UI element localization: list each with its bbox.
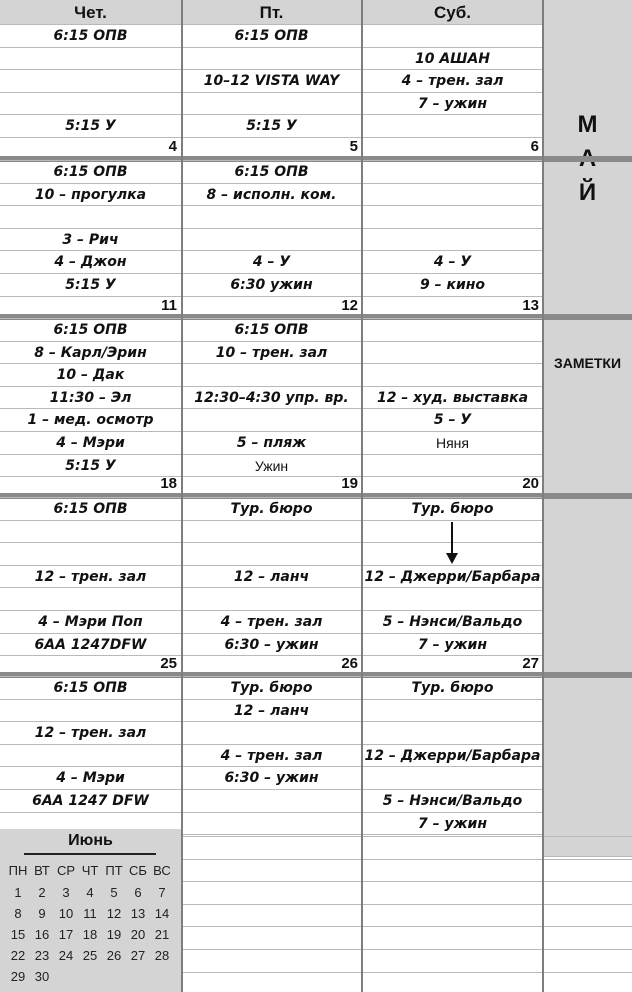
row-divider bbox=[543, 856, 632, 857]
entry-thu[interactable]: 4 – Джон bbox=[54, 254, 127, 270]
column-divider bbox=[542, 0, 544, 992]
entry-sat[interactable]: Тур. бюро bbox=[411, 680, 494, 696]
row-divider bbox=[181, 972, 632, 973]
entry-thu[interactable]: 5:15 У bbox=[65, 277, 116, 293]
entry-sat[interactable]: 7 – ужин bbox=[417, 816, 488, 832]
entry-fri[interactable]: 12 – ланч bbox=[233, 703, 310, 719]
day-number: 13 bbox=[522, 297, 539, 314]
mini-calendar-date: 18 bbox=[82, 927, 98, 942]
mini-calendar-date: 3 bbox=[62, 885, 70, 900]
entry-thu[interactable]: 10 – Дак bbox=[56, 367, 125, 383]
day-number: 6 bbox=[530, 138, 539, 155]
mini-calendar-date: 20 bbox=[130, 927, 146, 942]
entry-sat[interactable]: 12 – Джерри/Барбара bbox=[364, 748, 541, 764]
entry-thu[interactable]: 1 – мед. осмотр bbox=[27, 412, 154, 428]
mini-calendar-date: 25 bbox=[82, 948, 98, 963]
entry-fri[interactable]: 6:15 ОПВ bbox=[234, 28, 309, 44]
entry-thu[interactable]: 5:15 У bbox=[65, 458, 116, 474]
header-thursday: Чет. bbox=[74, 3, 107, 22]
day-number: 12 bbox=[341, 297, 358, 314]
entry-fri[interactable]: 12:30–4:30 упр. вр. bbox=[194, 390, 349, 406]
entry-sat[interactable]: Няня bbox=[435, 435, 469, 451]
entry-sat[interactable]: 7 – ужин bbox=[417, 96, 488, 112]
arrow-down-icon bbox=[446, 553, 458, 564]
entry-thu[interactable]: 5:15 У bbox=[65, 118, 116, 134]
mini-calendar-date: 9 bbox=[38, 906, 46, 921]
row-divider bbox=[181, 926, 632, 927]
entry-sat[interactable]: 5 – Нэнси/Вальдо bbox=[382, 793, 523, 809]
row-divider bbox=[0, 137, 543, 138]
entry-fri[interactable]: 6:15 ОПВ bbox=[234, 164, 309, 180]
month-letter: М bbox=[577, 111, 598, 138]
entry-thu[interactable]: 6:15 ОПВ bbox=[53, 322, 128, 338]
mini-calendar-date: 30 bbox=[34, 969, 50, 984]
mini-calendar-weekday: ПТ bbox=[105, 863, 123, 878]
mini-calendar-weekday: ЧТ bbox=[81, 863, 99, 878]
mini-calendar-date: 11 bbox=[83, 906, 97, 921]
notes-label: ЗАМЕТКИ bbox=[553, 355, 622, 371]
entry-fri[interactable]: 4 – трен. зал bbox=[220, 748, 323, 764]
entry-fri[interactable]: 5 – пляж bbox=[236, 435, 307, 451]
entry-fri[interactable]: Тур. бюро bbox=[230, 501, 313, 517]
continuation-arrow bbox=[451, 522, 453, 556]
mini-calendar-weekday: СБ bbox=[129, 863, 147, 878]
entry-thu[interactable]: 12 – трен. зал bbox=[34, 569, 147, 585]
entry-thu[interactable]: 4 – Мэри bbox=[56, 770, 125, 786]
mini-calendar-date: 23 bbox=[34, 948, 50, 963]
entry-fri[interactable]: Ужин bbox=[254, 458, 289, 474]
mini-calendar-date: 5 bbox=[110, 885, 118, 900]
mini-calendar-date: 14 bbox=[154, 906, 170, 921]
entry-thu[interactable]: 8 – Карл/Эрин bbox=[34, 345, 147, 361]
entry-sat[interactable]: 9 – кино bbox=[419, 277, 486, 293]
entry-thu[interactable]: 4 – Мэри bbox=[56, 435, 125, 451]
entry-sat[interactable]: 4 – У bbox=[433, 254, 472, 270]
entry-sat[interactable]: 10 АШАН bbox=[414, 51, 491, 67]
mini-calendar-date: 22 bbox=[10, 948, 26, 963]
mini-calendar-date: 19 bbox=[106, 927, 122, 942]
entry-sat[interactable]: Тур. бюро bbox=[411, 501, 494, 517]
row-divider bbox=[181, 881, 632, 882]
mini-calendar-date: 15 bbox=[10, 927, 26, 942]
row-divider bbox=[181, 836, 632, 837]
mini-calendar-title: Июнь bbox=[68, 832, 113, 849]
entry-sat[interactable]: 5 – Нэнси/Вальдо bbox=[382, 614, 523, 630]
row-divider bbox=[181, 904, 632, 905]
entry-thu[interactable]: 6:15 ОПВ bbox=[53, 501, 128, 517]
notes-sidebar bbox=[543, 320, 632, 856]
mini-calendar-date: 6 bbox=[134, 885, 142, 900]
month-letter: Й bbox=[578, 179, 597, 206]
mini-calendar-date: 10 bbox=[58, 906, 74, 921]
mini-calendar-date: 21 bbox=[154, 927, 170, 942]
entry-sat[interactable]: 4 – трен. зал bbox=[401, 73, 504, 89]
entry-thu[interactable]: 10 – прогулка bbox=[34, 187, 147, 203]
mini-calendar-date: 26 bbox=[106, 948, 122, 963]
entry-fri[interactable]: 12 – ланч bbox=[233, 569, 310, 585]
mini-calendar-date: 13 bbox=[130, 906, 146, 921]
entry-fri[interactable]: 8 – исполн. ком. bbox=[206, 187, 337, 203]
mini-calendar-date: 4 bbox=[86, 885, 94, 900]
entry-thu[interactable]: 12 – трен. зал bbox=[34, 725, 147, 741]
mini-calendar-date: 16 bbox=[34, 927, 50, 942]
day-number: 27 bbox=[522, 655, 539, 672]
mini-calendar-date: 12 bbox=[106, 906, 122, 921]
entry-fri[interactable]: 6:15 ОПВ bbox=[234, 322, 309, 338]
entry-thu[interactable]: 6AA 1247DFW bbox=[34, 637, 147, 653]
day-number: 25 bbox=[160, 655, 177, 672]
mini-calendar-weekday: ПН bbox=[8, 863, 28, 878]
entry-fri[interactable]: 5:15 У bbox=[246, 118, 297, 134]
mini-calendar-date: 8 bbox=[14, 906, 22, 921]
entry-thu[interactable]: 6:15 ОПВ bbox=[53, 28, 128, 44]
entry-fri[interactable]: Тур. бюро bbox=[230, 680, 313, 696]
entry-sat[interactable]: 5 – У bbox=[433, 412, 472, 428]
day-number: 20 bbox=[522, 475, 539, 492]
entry-thu[interactable]: 11:30 – Эл bbox=[49, 390, 132, 406]
column-divider bbox=[361, 0, 363, 992]
entry-thu[interactable]: 6:15 ОПВ bbox=[53, 164, 128, 180]
header-friday: Пт. bbox=[259, 3, 284, 22]
row-divider bbox=[0, 520, 543, 521]
day-number: 18 bbox=[160, 475, 177, 492]
entry-fri[interactable]: 6:30 ужин bbox=[230, 277, 313, 293]
row-divider bbox=[181, 949, 632, 950]
entry-sat[interactable]: 12 – худ. выставка bbox=[376, 390, 529, 406]
mini-calendar-divider bbox=[24, 853, 156, 855]
day-number: 11 bbox=[161, 297, 177, 314]
entry-sat[interactable]: 7 – ужин bbox=[417, 637, 488, 653]
day-number: 5 bbox=[349, 138, 358, 155]
entry-sat[interactable]: 12 – Джерри/Барбара bbox=[364, 569, 541, 585]
header-saturday: Суб. bbox=[434, 3, 471, 22]
mini-calendar-weekday: ВТ bbox=[34, 863, 50, 878]
column-divider bbox=[181, 0, 183, 992]
entry-fri[interactable]: 4 – трен. зал bbox=[220, 614, 323, 630]
entry-thu[interactable]: 4 – Мэри Поп bbox=[38, 614, 143, 630]
row-divider bbox=[181, 859, 632, 860]
entry-fri[interactable]: 10–12 VISTA WAY bbox=[203, 73, 340, 89]
row-divider bbox=[0, 542, 543, 543]
mini-calendar-date: 24 bbox=[58, 948, 74, 963]
day-number: 26 bbox=[341, 655, 358, 672]
day-number: 19 bbox=[341, 475, 358, 492]
mini-calendar-date: 1 bbox=[14, 885, 22, 900]
mini-calendar-weekday: ВС bbox=[153, 863, 171, 878]
mini-calendar-date: 17 bbox=[58, 927, 74, 942]
mini-calendar-weekday: СР bbox=[56, 863, 76, 878]
entry-fri[interactable]: 6:30 – ужин bbox=[224, 770, 319, 786]
entry-fri[interactable]: 4 – У bbox=[252, 254, 291, 270]
mini-calendar-date: 2 bbox=[38, 885, 46, 900]
mini-calendar-date: 27 bbox=[130, 948, 146, 963]
entry-thu[interactable]: 6AA 1247 DFW bbox=[32, 793, 149, 809]
entry-thu[interactable]: 3 – Рич bbox=[62, 232, 119, 248]
entry-thu[interactable]: 6:15 ОПВ bbox=[53, 680, 128, 696]
day-number: 4 bbox=[168, 138, 177, 155]
entry-fri[interactable]: 10 – трен. зал bbox=[215, 345, 328, 361]
entry-fri[interactable]: 6:30 – ужин bbox=[224, 637, 319, 653]
mini-calendar-date: 28 bbox=[154, 948, 170, 963]
mini-calendar-date: 7 bbox=[158, 885, 166, 900]
mini-calendar-date: 29 bbox=[10, 969, 26, 984]
row-divider bbox=[0, 296, 543, 297]
